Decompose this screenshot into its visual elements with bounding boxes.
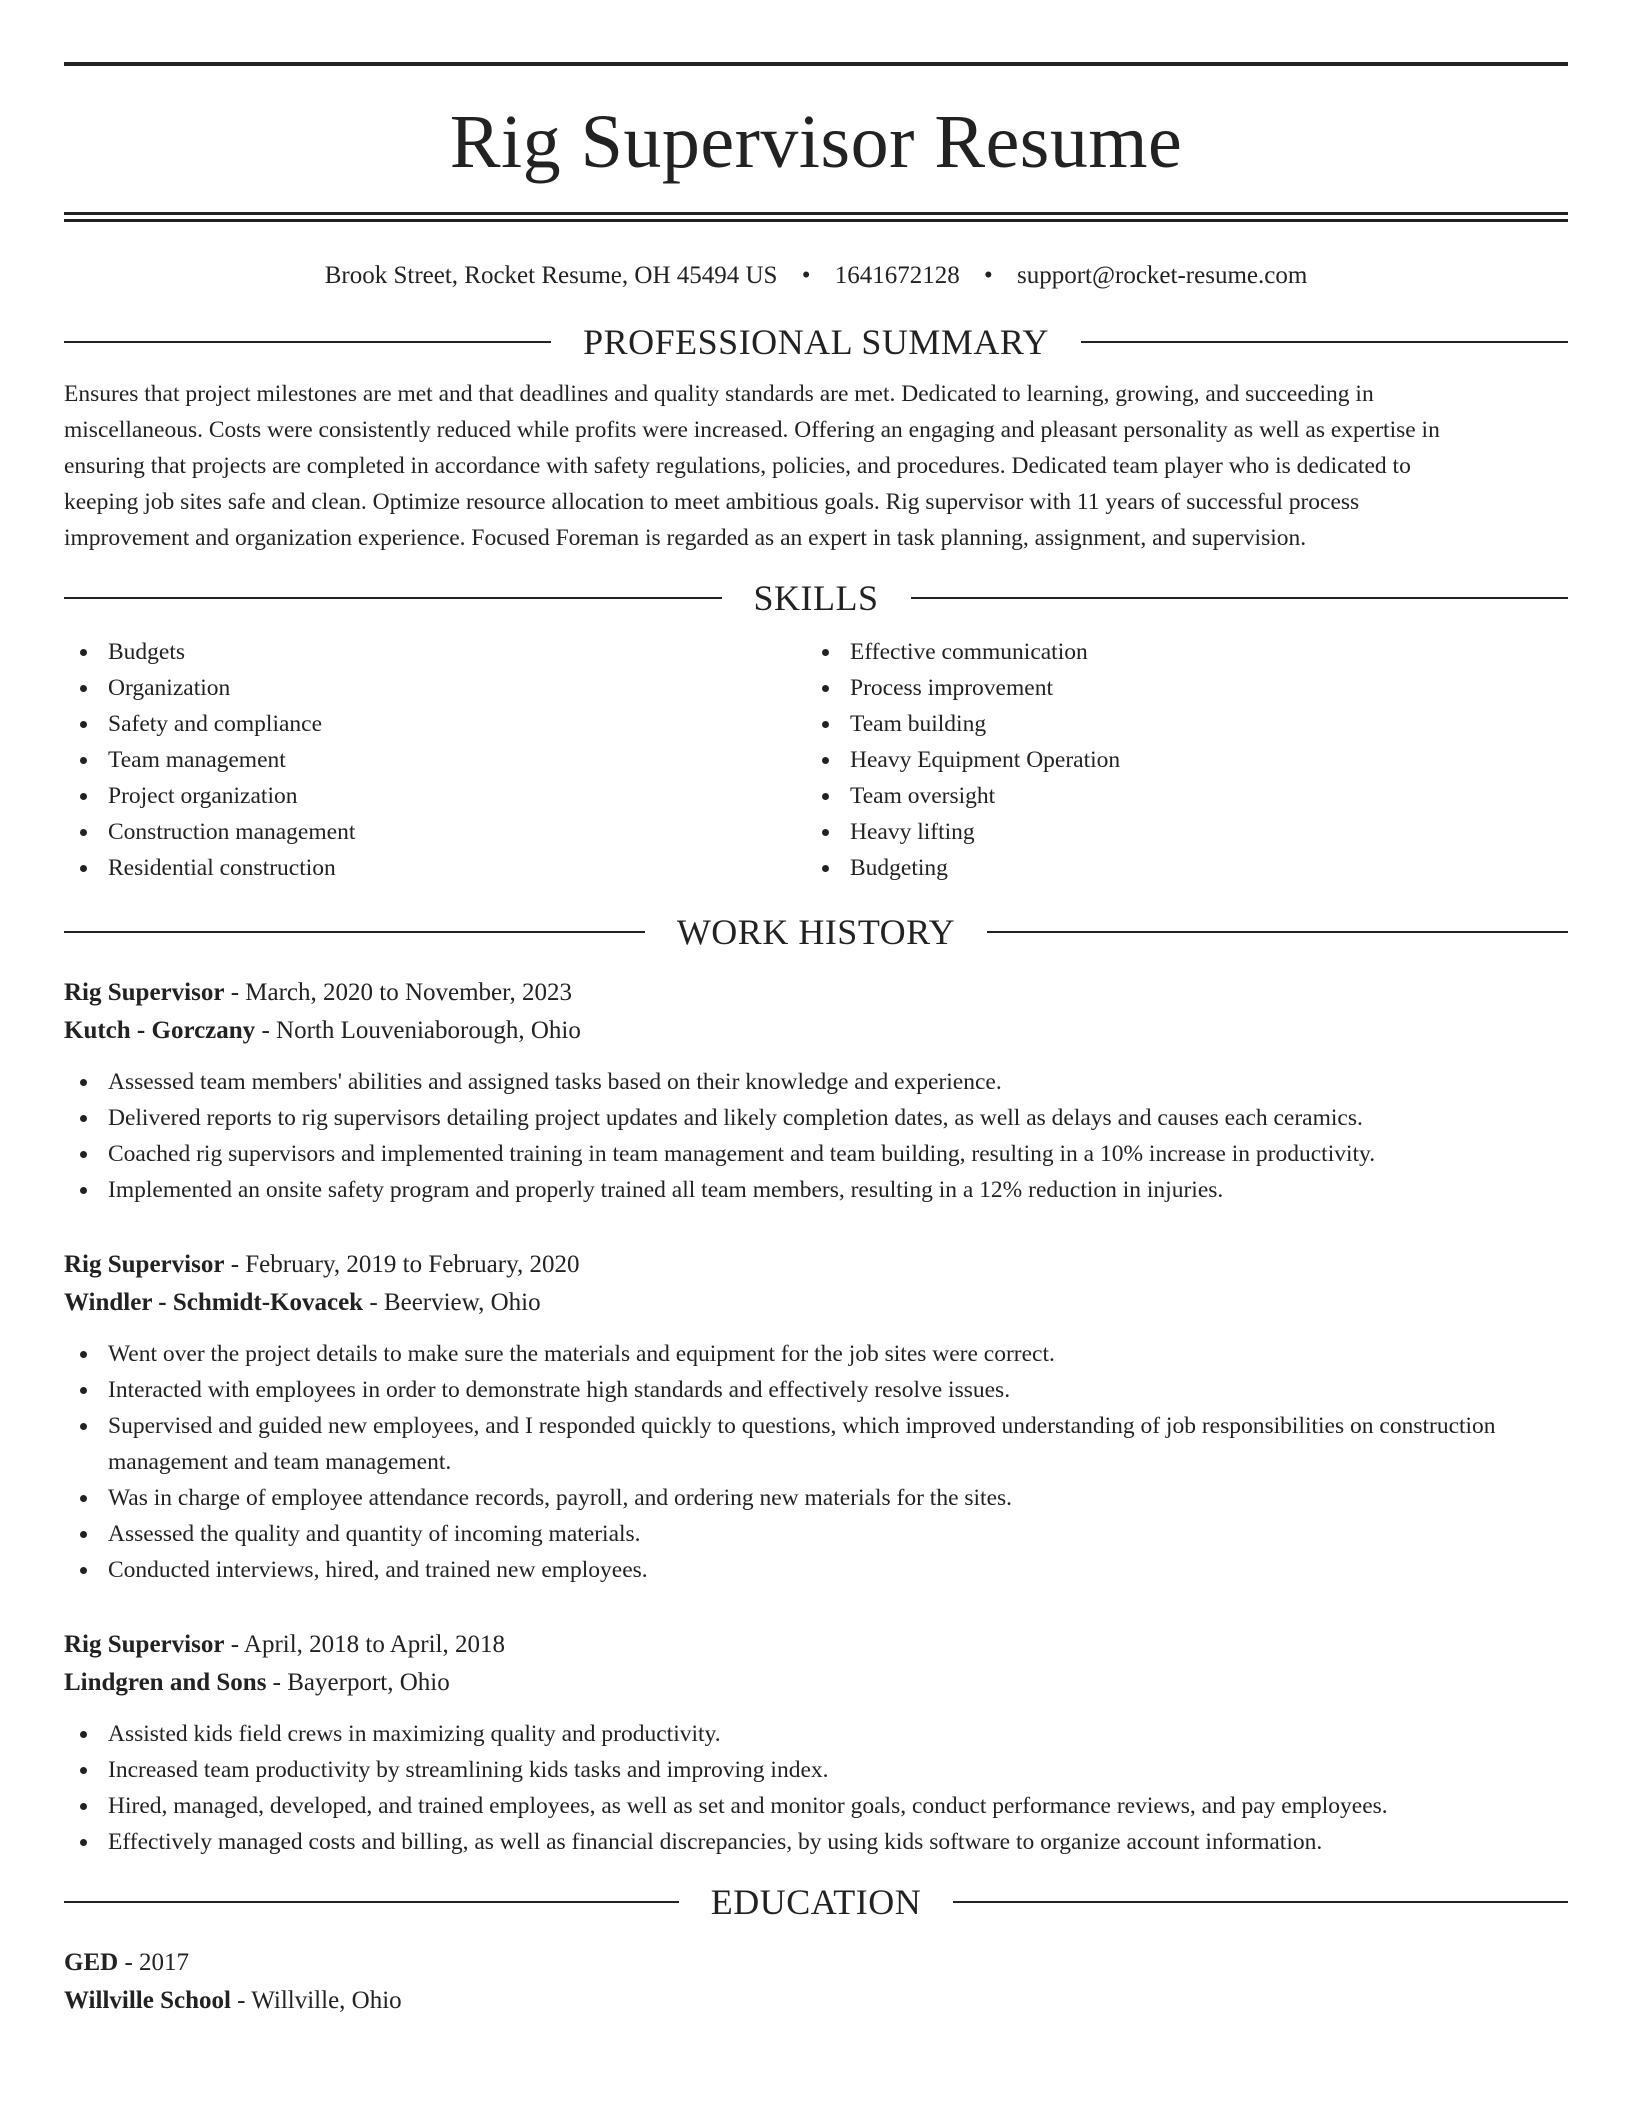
skill-item: Project organization — [64, 778, 806, 814]
job-bullets — [64, 1064, 1568, 1208]
job-bullet: Implemented an onsite safety program and properly trained all team members, resulting in a 12% reduction in injuries. — [64, 1172, 1568, 1208]
job-bullet: Coached rig supervisors and implemented training in team management and team building, resulting in a 10% increase in productivity. — [64, 1136, 1568, 1172]
job-title-line — [64, 1246, 1568, 1284]
divider-line — [953, 1901, 1568, 1903]
contact-address: Brook Street, Rocket Resume, OH 45494 US — [324, 262, 778, 289]
skills-list — [64, 634, 1568, 886]
summary-line: keeping job sites safe and clean. Optimize resource allocation to meet ambitious goals. Rig supervisor with 11 years of successful process — [64, 489, 1360, 515]
skill-item: Heavy lifting — [806, 814, 1548, 850]
divider-line — [64, 341, 551, 343]
job-location: - Bayerport, Ohio — [266, 1669, 450, 1696]
job-bullet: Increased team productivity by streamlining kids tasks and improving index. — [64, 1752, 1568, 1788]
skill-item: Team oversight — [806, 778, 1548, 814]
job-location: - Beerview, Ohio — [363, 1289, 541, 1316]
education-school-line — [64, 1982, 1568, 2020]
skill-item: Heavy Equipment Operation — [806, 742, 1548, 778]
job-bullet: Supervised and guided new employees, and I responded quickly to questions, which improved understanding of job responsibilities on construction management and team management. — [64, 1408, 1568, 1480]
job-bullet: Assisted kids field crews in maximizing quality and productivity. — [64, 1716, 1568, 1752]
skills-column-left — [64, 634, 806, 886]
job-bullet: Assessed the quality and quantity of incoming materials. — [64, 1516, 1568, 1552]
job-company-line — [64, 1664, 1568, 1702]
page-title: Rig Supervisor Resume — [449, 100, 1183, 184]
divider-line — [64, 1901, 679, 1903]
job-bullet: Assessed team members' abilities and assigned tasks based on their knowledge and experience. — [64, 1064, 1568, 1100]
contact-line — [64, 260, 1568, 292]
contact-email: support@rocket-resume.com — [1016, 262, 1308, 289]
job-company: Windler - Schmidt-Kovacek — [64, 1289, 364, 1316]
job-company-line — [64, 1284, 1568, 1322]
section-title: SKILLS — [753, 578, 879, 618]
job-title: Rig Supervisor — [64, 979, 225, 1006]
skill-item: Process improvement — [806, 670, 1548, 706]
job-title-line — [64, 974, 1568, 1012]
job-dates: - April, 2018 to April, 2018 — [224, 1631, 505, 1658]
job-bullet: Delivered reports to rig supervisors detailing project updates and likely completion dates, as well as delays and causes each ceramics. — [64, 1100, 1568, 1136]
section-title: EDUCATION — [710, 1882, 922, 1922]
job-bullet: Was in charge of employee attendance records, payroll, and ordering new materials for the sites. — [64, 1480, 1568, 1516]
education-location: - Willville, Ohio — [230, 1987, 402, 2014]
skills-column-right — [806, 634, 1548, 886]
skill-item: Safety and compliance — [64, 706, 806, 742]
job-entry — [64, 974, 1568, 1208]
education-school: Willville School — [64, 1987, 231, 2014]
job-company: Lindgren and Sons — [64, 1669, 267, 1696]
contact-separator: • — [983, 262, 993, 289]
job-title: Rig Supervisor — [64, 1251, 225, 1278]
job-title-line — [64, 1626, 1568, 1664]
education-entry — [64, 1944, 1568, 2020]
skill-item: Team building — [806, 706, 1548, 742]
title-double-rule — [64, 212, 1568, 222]
section-title: WORK HISTORY — [676, 912, 956, 952]
job-entry — [64, 1626, 1568, 1860]
job-bullet: Hired, managed, developed, and trained employees, as well as set and monitor goals, conduct performance reviews, and pay employees. — [64, 1788, 1568, 1824]
job-bullets — [64, 1716, 1568, 1860]
section-heading-summary — [64, 322, 1568, 362]
divider-line — [64, 597, 722, 599]
job-bullet: Went over the project details to make sure the materials and equipment for the job sites were correct. — [64, 1336, 1568, 1372]
education-year: - 2017 — [118, 1949, 190, 1976]
summary-line: improvement and organization experience. Focused Foreman is regarded as an expert in task planning, assignment, and supervision. — [64, 525, 1307, 551]
skill-item: Residential construction — [64, 850, 806, 886]
job-bullets — [64, 1336, 1568, 1588]
job-bullet: Effectively managed costs and billing, as well as financial discrepancies, by using kids software to organize account information. — [64, 1824, 1568, 1860]
skill-item: Team management — [64, 742, 806, 778]
contact-separator: • — [801, 262, 811, 289]
summary-line: miscellaneous. Costs were consistently reduced while profits were increased. Offering an engaging and pleasant personality as well as expertise in — [64, 417, 1440, 443]
summary-paragraph — [64, 376, 1568, 556]
job-bullet: Conducted interviews, hired, and trained new employees. — [64, 1552, 1568, 1588]
job-entry — [64, 1246, 1568, 1588]
divider-line — [1081, 341, 1568, 343]
summary-line: Ensures that project milestones are met and that deadlines and quality standards are met. Dedicated to learning, growing, and succeeding in — [64, 381, 1374, 407]
education-degree-line — [64, 1944, 1568, 1982]
section-title: PROFESSIONAL SUMMARY — [583, 322, 1049, 362]
job-company: Kutch - Gorczany — [64, 1017, 256, 1044]
job-company-line — [64, 1012, 1568, 1050]
section-heading-skills — [64, 578, 1568, 618]
divider-line — [64, 931, 645, 933]
education-degree: GED — [64, 1949, 119, 1976]
resume-page — [64, 62, 1568, 2020]
job-bullet: Interacted with employees in order to demonstrate high standards and effectively resolve issues. — [64, 1372, 1568, 1408]
divider-line — [911, 597, 1569, 599]
skill-item: Budgets — [64, 634, 806, 670]
job-dates: - March, 2020 to November, 2023 — [224, 979, 572, 1006]
section-heading-education — [64, 1882, 1568, 1922]
top-rule — [64, 62, 1568, 66]
job-location: - North Louveniaborough, Ohio — [255, 1017, 581, 1044]
job-title: Rig Supervisor — [64, 1631, 225, 1658]
divider-line — [987, 931, 1568, 933]
section-heading-work-history — [64, 912, 1568, 952]
contact-phone: 1641672128 — [834, 262, 960, 289]
skill-item: Effective communication — [806, 634, 1548, 670]
skill-item: Construction management — [64, 814, 806, 850]
job-dates: - February, 2019 to February, 2020 — [224, 1251, 580, 1278]
skill-item: Organization — [64, 670, 806, 706]
skill-item: Budgeting — [806, 850, 1548, 886]
summary-line: ensuring that projects are completed in accordance with safety regulations, policies, and procedures. Dedicated team player who is dedicated to — [64, 453, 1411, 479]
